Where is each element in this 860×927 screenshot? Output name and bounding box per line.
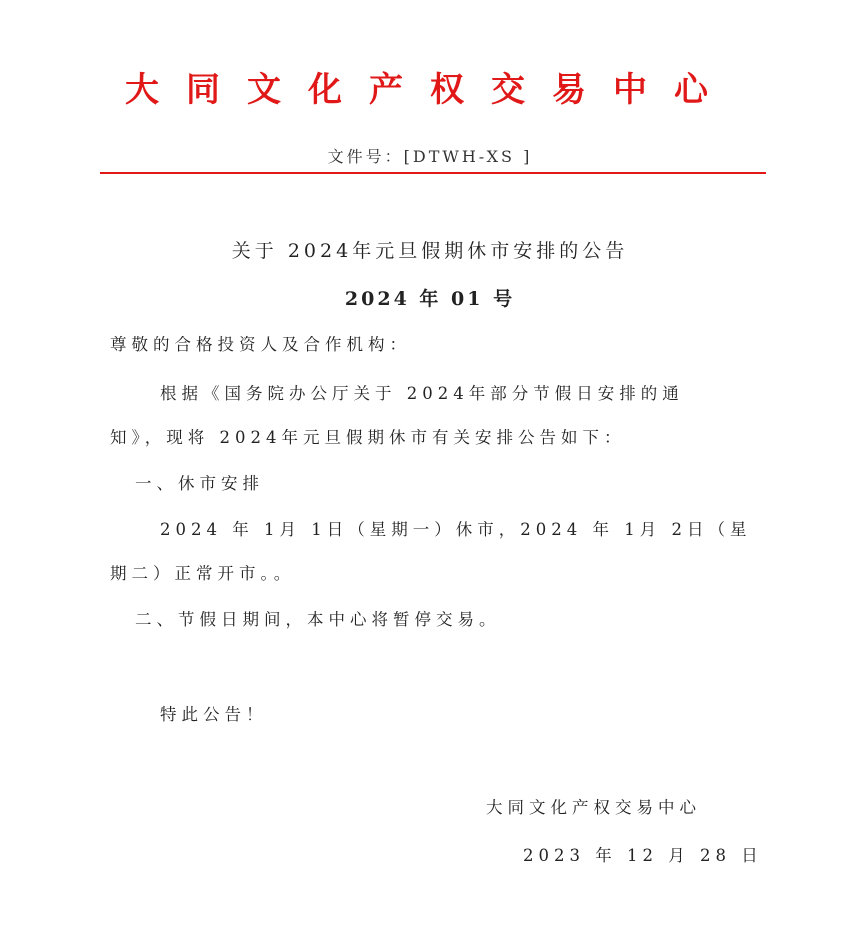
intro-line-1: 根据《国务院办公厅关于 2024年部分节假日安排的通 xyxy=(160,384,684,403)
section-2: 二、节假日期间，本中心将暂停交易。 xyxy=(135,610,501,629)
organization-title: 大同文化产权交易中心 xyxy=(125,70,735,110)
document-number: 文件号：[DTWH-XS ] xyxy=(327,147,533,166)
section-1-line-1: 2024 年 1月 1日（星期一）休市，2024 年 1月 2日（星 xyxy=(160,520,752,539)
closing-text: 特此公告！ xyxy=(160,705,268,724)
signature-organization: 大同文化产权交易中心 xyxy=(486,798,701,817)
header-divider xyxy=(100,172,766,174)
intro-line-2: 知》，现将 2024年元旦假期休市有关安排公告如下： xyxy=(110,428,626,447)
section-1-heading: 一、休市安排 xyxy=(135,474,264,493)
notice-title: 关于 2024年元旦假期休市安排的公告 xyxy=(231,240,629,262)
salutation: 尊敬的合格投资人及合作机构： xyxy=(110,335,411,354)
section-1-line-2: 期二）正常开市。。 xyxy=(110,564,296,583)
signature-date: 2023 年 12 月 28 日 xyxy=(523,846,763,865)
notice-number: 2024 年 01 号 xyxy=(344,288,516,310)
